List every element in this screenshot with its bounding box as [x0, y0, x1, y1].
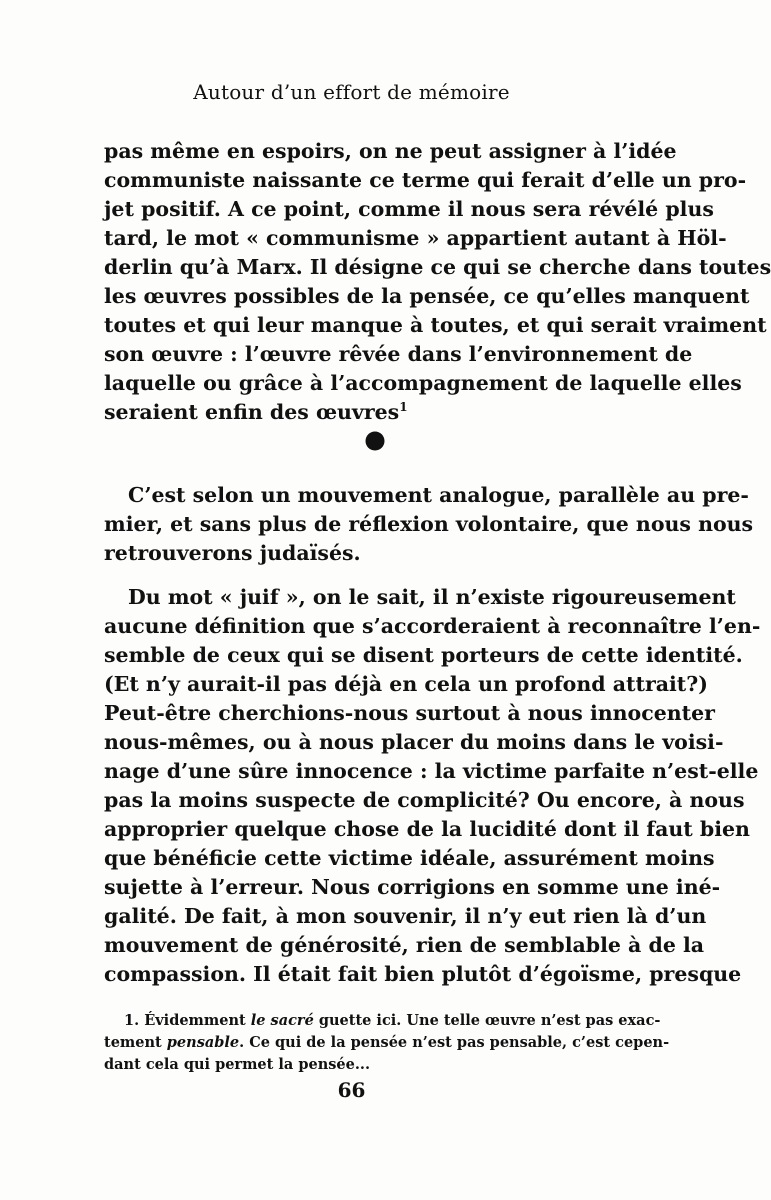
text-line: laquelle ou grâce à l’accompagnement de laquelle elles	[104, 371, 742, 395]
text-line: C’est selon un mouvement analogue, parallèle au pre-	[128, 483, 749, 507]
text-line: Du mot « juif », on le sait, il n’existe rigoureusement	[128, 585, 736, 609]
text-line: retrouverons judaïsés.	[104, 541, 361, 565]
footnote-italic: pensable	[166, 1034, 240, 1051]
text-line: pas même en espoirs, on ne peut assigner à l’idée	[104, 139, 677, 163]
ornament-bullet-icon	[364, 430, 386, 452]
text-line: semble de ceux qui se disent porteurs de cette identité.	[104, 643, 743, 667]
text-line: derlin qu’à Marx. Il désigne ce qui se cherche dans toutes	[104, 255, 771, 279]
text-line	[104, 399, 674, 425]
footnote-reference: 1	[399, 400, 408, 415]
text-line: (Et n’y aurait-il pas déjà en cela un profond attrait?)	[104, 672, 708, 696]
text-fragment: seraient enfin des œuvres	[104, 400, 400, 424]
page-number: 66	[337, 1078, 366, 1102]
text-line: tard, le mot « communisme » appartient autant à Höl-	[104, 226, 727, 250]
footnote-italic: le sacré	[250, 1012, 314, 1029]
footnote-line	[104, 1010, 674, 1032]
footnote-number: 1.	[124, 1012, 140, 1029]
text-line: compassion. Il était fait bien plutôt d’égoïsme, presque	[104, 962, 742, 986]
footnote-text: tement	[104, 1034, 167, 1051]
footnote-text: . Ce qui de la pensée n’est pas pensable, c’est cepen-	[239, 1034, 670, 1051]
footnote-text: guette ici. Une telle œuvre n’est pas exac-	[313, 1012, 661, 1029]
text-line: son œuvre : l’œuvre rêvée dans l’environnement de	[104, 342, 693, 366]
footnote-line: dant cela qui permet la pensée...	[104, 1056, 370, 1073]
footnote-line	[104, 1032, 674, 1054]
text-line: mouvement de générosité, rien de semblable à de la	[104, 933, 705, 957]
text-line: aucune définition que s’accorderaient à reconnaître l’en-	[104, 614, 761, 638]
text-line: mier, et sans plus de réflexion volontaire, que nous nous	[104, 512, 754, 536]
text-line: communiste naissante ce terme qui ferait d’elle un pro-	[104, 168, 747, 192]
text-line: jet positif. A ce point, comme il nous sera révélé plus	[104, 197, 714, 221]
text-line: Peut-être cherchions-nous surtout à nous innocenter	[104, 701, 715, 725]
text-line: pas la moins suspecte de complicité? Ou encore, à nous	[104, 788, 745, 812]
footnote-text: Évidemment	[144, 1012, 251, 1029]
text-line: les œuvres possibles de la pensée, ce qu’elles manquent	[104, 284, 750, 308]
text-line: nage d’une sûre innocence : la victime parfaite n’est-elle	[104, 759, 759, 783]
text-line: toutes et qui leur manque à toutes, et qui serait vraiment	[104, 313, 767, 337]
text-line: galité. De fait, à mon souvenir, il n’y eut rien là d’un	[104, 904, 707, 928]
text-line: approprier quelque chose de la lucidité dont il faut bien	[104, 817, 750, 841]
text-line: sujette à l’erreur. Nous corrigions en somme une iné-	[104, 875, 721, 899]
running-head: Autour d’un effort de mémoire	[193, 80, 510, 104]
text-line: nous-mêmes, ou à nous placer du moins dans le voisi-	[104, 730, 724, 754]
text-line: que bénéficie cette victime idéale, assurément moins	[104, 846, 715, 870]
